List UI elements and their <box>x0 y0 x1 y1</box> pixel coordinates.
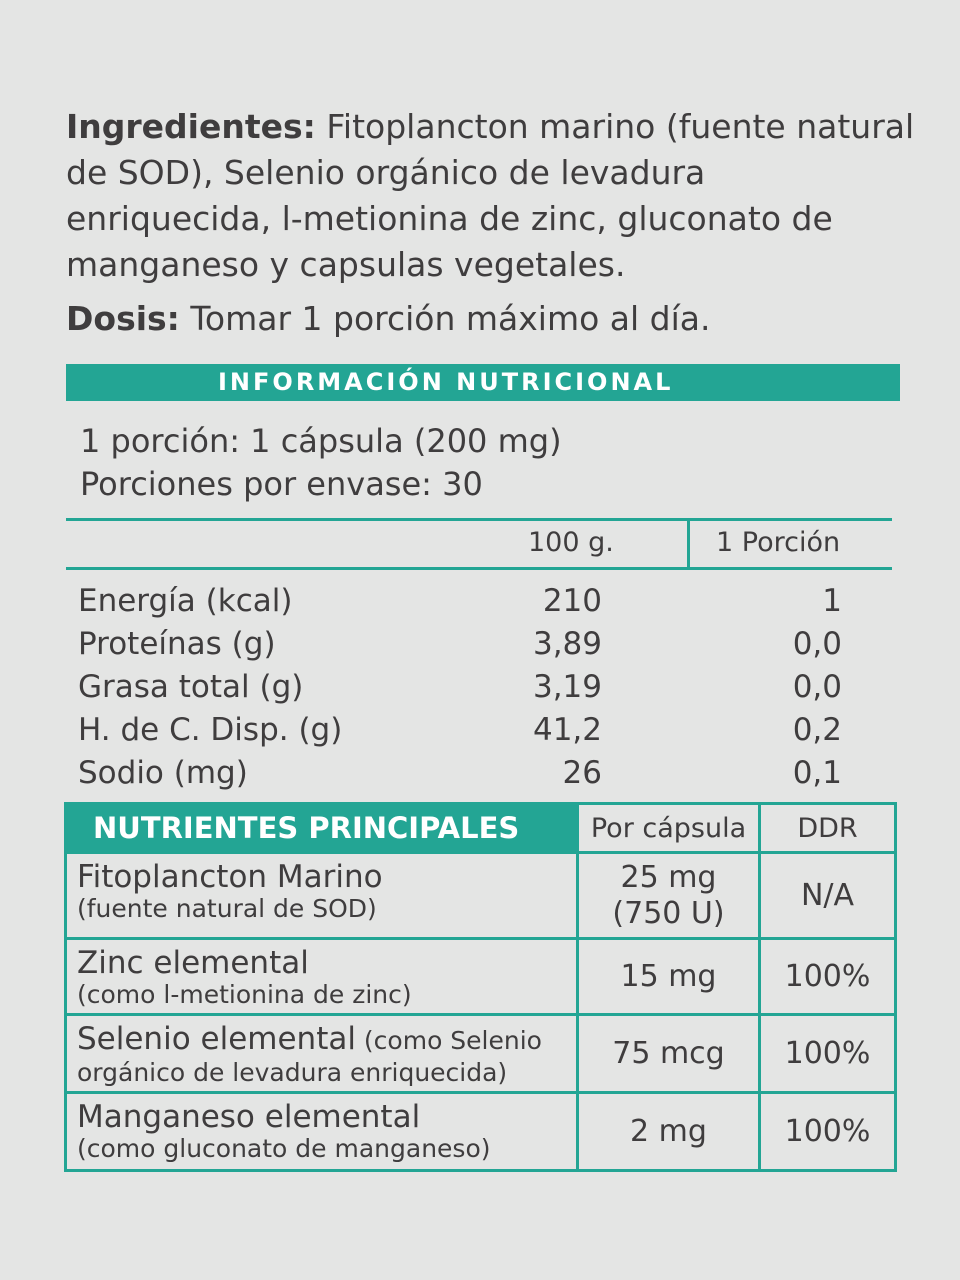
nutrient-cell <box>66 939 578 1015</box>
amount-value: 2 mg <box>578 1093 760 1171</box>
value-per-serving: 0,0 <box>792 626 842 662</box>
servings-per-container: Porciones por envase: 30 <box>80 465 483 503</box>
nutrient-name: Selenio elemental <box>77 1021 356 1057</box>
table-row <box>66 853 896 939</box>
value-per-100g: 41,2 <box>532 712 602 748</box>
table-row <box>66 752 892 795</box>
serving-info <box>80 420 900 506</box>
ddr-value: 100% <box>760 939 896 1015</box>
value-per-100g: 26 <box>562 755 602 791</box>
table-row <box>66 709 892 752</box>
amount-units: (750 U) <box>612 895 725 931</box>
value-per-100g: 3,19 <box>532 669 602 705</box>
ddr-value: 100% <box>760 1093 896 1171</box>
dose-label: Dosis: <box>66 299 180 338</box>
column-per-100g: 100 g. <box>500 521 690 567</box>
ddr-value: 100% <box>760 1015 896 1093</box>
amount-value: 15 mg <box>578 939 760 1015</box>
table-row <box>66 1015 896 1093</box>
dose-paragraph <box>66 296 916 342</box>
nutrient-detail: (como gluconato de manganeso) <box>77 1134 491 1163</box>
nutrient-name: Manganeso elemental <box>77 1099 421 1135</box>
header-per-capsule: Por cápsula <box>578 804 760 853</box>
value-per-100g: 3,89 <box>532 626 602 662</box>
nutrient-detail: (como l-metionina de zinc) <box>77 980 412 1009</box>
amount-value: 75 mcg <box>578 1015 760 1093</box>
serving-size: 1 porción: 1 cápsula (200 mg) <box>80 422 562 460</box>
intro-text <box>66 104 916 342</box>
nutrition-title: INFORMACIÓN NUTRICIONAL <box>66 364 900 401</box>
nutrition-table <box>66 518 892 795</box>
table-row <box>66 580 892 623</box>
nutrient-name: Fitoplancton Marino <box>77 859 383 895</box>
amount-cell <box>578 853 760 939</box>
nutrient-name: H. de C. Disp. (g) <box>78 712 343 748</box>
table-row <box>66 1093 896 1171</box>
nutrition-table-header <box>66 518 892 570</box>
table-row <box>66 623 892 666</box>
main-nutrients-table <box>64 802 897 1172</box>
ingredients-label: Ingredientes: <box>66 107 316 146</box>
main-nutrients-header-row <box>66 804 896 853</box>
nutrient-name: Sodio (mg) <box>78 755 248 791</box>
dose-text: Tomar 1 porción máximo al día. <box>179 299 711 338</box>
nutrient-cell <box>66 853 578 939</box>
nutrient-name: Energía (kcal) <box>78 583 293 619</box>
nutrient-detail: (fuente natural de SOD) <box>77 894 377 923</box>
ingredients-paragraph <box>66 104 916 288</box>
value-per-serving: 0,2 <box>792 712 842 748</box>
column-per-serving: 1 Porción <box>716 527 841 558</box>
header-main-nutrients: NUTRIENTES PRINCIPALES <box>66 804 578 853</box>
nutrient-detail-inline: (como Selenio <box>355 1026 542 1055</box>
ingredients-text: Fitoplancton marino (fuente natural de SOD), Selenio orgánico de levadura enriquecida, l-metionina de zinc, gluconato de manganeso y capsulas vegetales. <box>66 107 915 284</box>
table-row <box>66 666 892 709</box>
nutrient-cell <box>66 1093 578 1171</box>
nutrient-name-line <box>77 1022 576 1058</box>
nutrient-name: Grasa total (g) <box>78 669 304 705</box>
nutrient-detail: orgánico de levadura enriquecida) <box>77 1058 508 1087</box>
amount-value: 25 mg <box>620 859 717 895</box>
value-per-serving: 1 <box>822 583 842 619</box>
value-per-serving: 0,0 <box>792 669 842 705</box>
nutrient-name: Proteínas (g) <box>78 626 276 662</box>
nutrient-cell <box>66 1015 578 1093</box>
value-per-serving: 0,1 <box>792 755 842 791</box>
header-ddr: DDR <box>760 804 896 853</box>
table-row <box>66 939 896 1015</box>
nutrient-name: Zinc elemental <box>77 945 309 981</box>
ddr-value: N/A <box>760 853 896 939</box>
value-per-100g: 210 <box>542 583 602 619</box>
